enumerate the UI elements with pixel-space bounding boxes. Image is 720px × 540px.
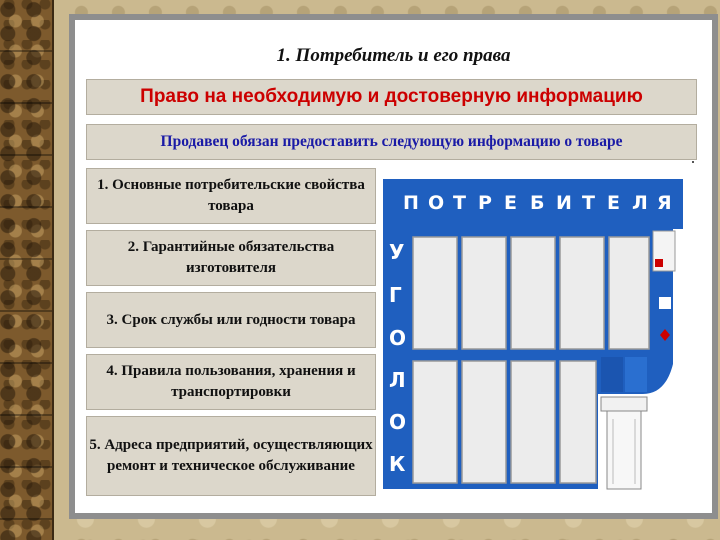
slide-title: 1. Потребитель и его права — [276, 45, 511, 66]
stand-top-letter: Л — [632, 192, 648, 214]
seller-obligation-banner: Продавец обязан предоставить следующую информацию о товаре — [86, 124, 697, 160]
stand-lower-block — [625, 357, 647, 392]
stand-side-letter: У — [389, 240, 405, 264]
info-item-service-addresses: 5. Адреса предприятий, осуществляющих ремонт и техническое обслуживание — [86, 416, 376, 496]
stand-top-letter: Т — [453, 192, 466, 214]
stand-pocket — [511, 361, 555, 483]
info-item-properties: 1. Основные потребительские свойства товара — [86, 168, 376, 224]
stand-pocket — [462, 237, 506, 349]
stand-top-letter: П — [403, 192, 419, 214]
stand-side-letter: Г — [389, 283, 402, 307]
stand-pedestal-top — [601, 397, 647, 411]
info-item-shelf-life: 3. Срок службы или годности товара — [86, 292, 376, 348]
stand-pocket — [560, 361, 596, 483]
stand-top-letter: Е — [607, 192, 620, 214]
stand-top-letter: Я — [657, 192, 672, 214]
stand-top-letter: Р — [478, 192, 492, 214]
wood-side-strip — [0, 0, 54, 540]
stand-pocket — [413, 361, 457, 483]
stand-top-letter: Б — [530, 192, 545, 214]
stand-pocket — [413, 237, 457, 349]
stand-lower-block — [601, 357, 623, 392]
stand-side-letter: Л — [389, 368, 406, 392]
stand-side-letter: О — [389, 326, 407, 350]
right-to-information-banner: Право на необходимую и достоверную информацию — [86, 79, 697, 115]
info-item-usage-rules: 4. Правила пользования, хранения и транспортировки — [86, 354, 376, 410]
stand-poster-stripe — [655, 259, 663, 267]
stand-top-letter: И — [556, 192, 572, 214]
stand-small-square — [659, 297, 671, 309]
consumer-corner-stand-image — [383, 179, 683, 499]
stand-pocket — [609, 237, 649, 349]
stand-top-letter: Е — [504, 192, 517, 214]
stand-side-letter: К — [389, 452, 406, 476]
stand-side-letter: О — [389, 410, 407, 434]
stand-pedestal — [607, 411, 641, 489]
stand-pocket — [462, 361, 506, 483]
decorative-dot — [692, 161, 694, 163]
stand-pocket — [560, 237, 604, 349]
stand-top-letter: О — [428, 192, 445, 214]
slide — [69, 14, 718, 519]
stand-pocket — [511, 237, 555, 349]
info-item-warranty: 2. Гарантийные обязательства изготовителя — [86, 230, 376, 286]
stand-top-letter: Т — [582, 192, 595, 214]
